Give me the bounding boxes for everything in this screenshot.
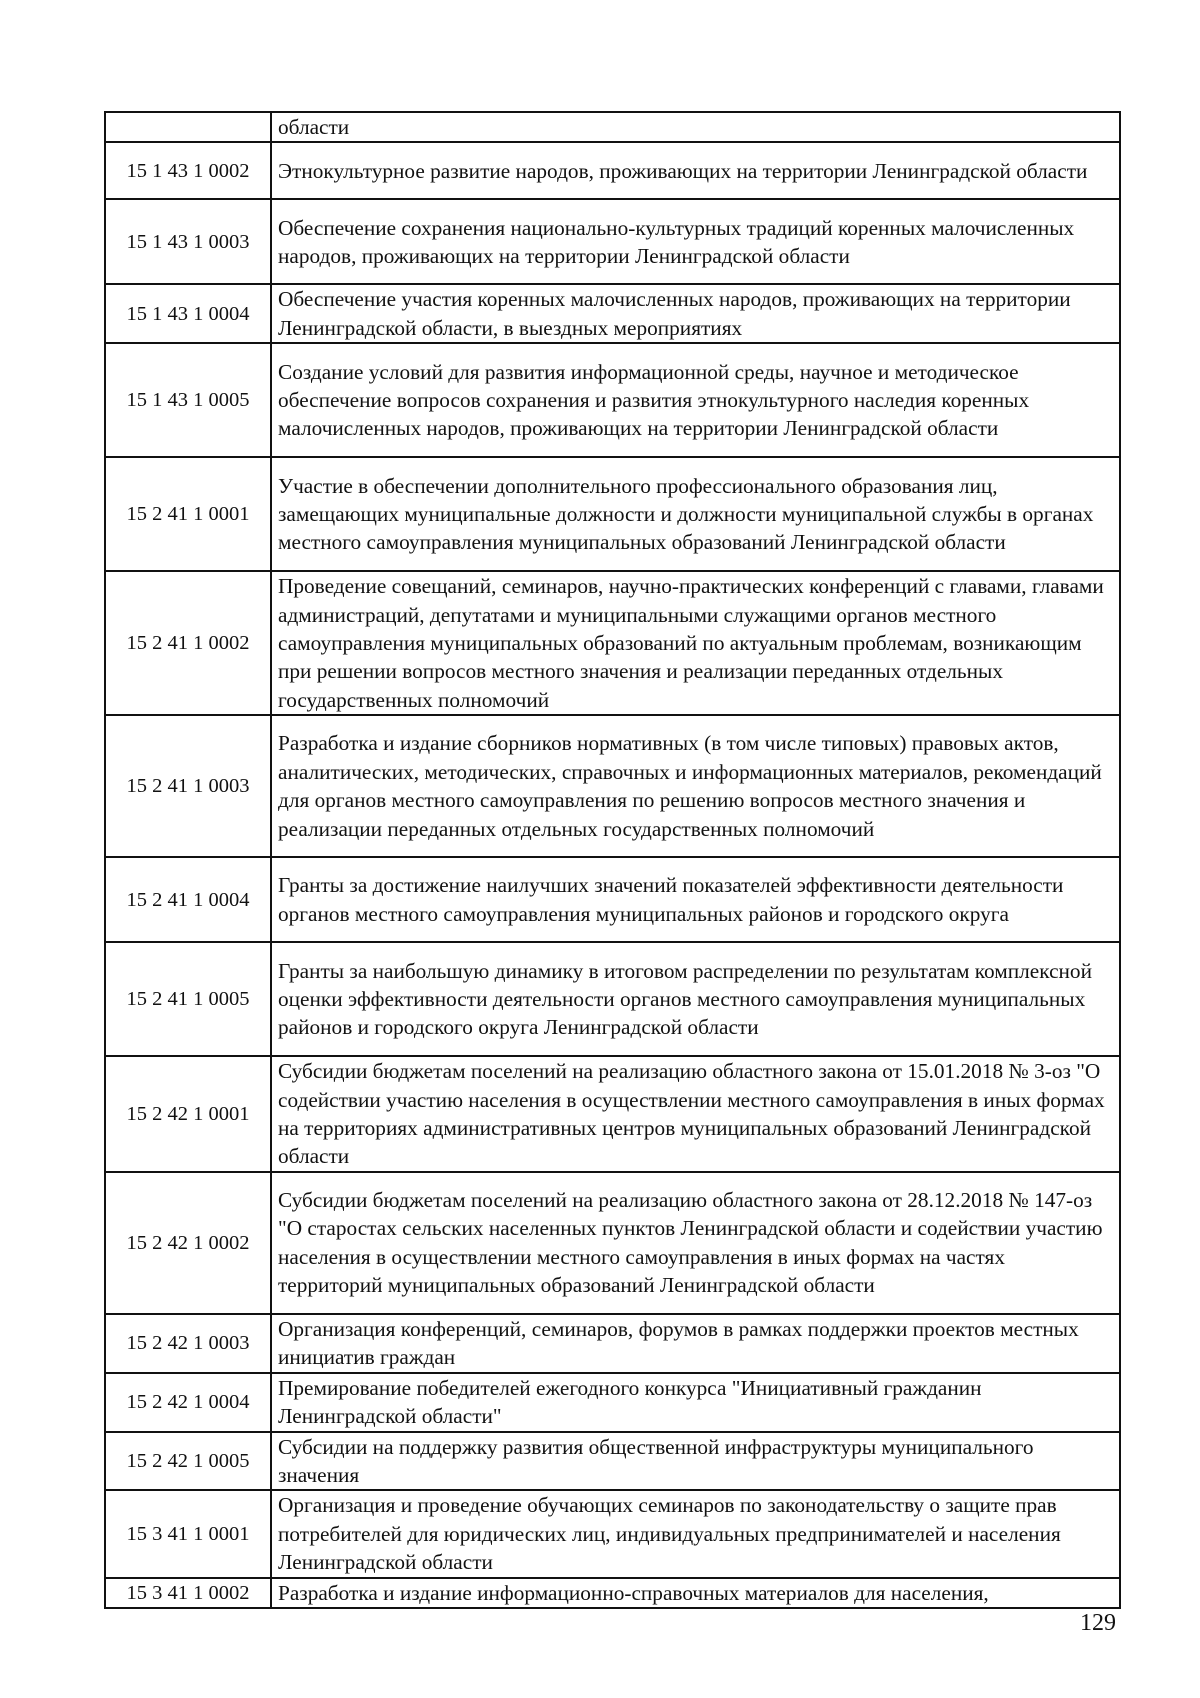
description-cell: Гранты за достижение наилучших значений показателей эффективности деятельности органов местного самоуправления муниципальных районов и городского округа xyxy=(271,857,1120,942)
description-cell: Премирование победителей ежегодного конкурса "Инициативный гражданин Ленинградской области" xyxy=(271,1373,1120,1432)
table-row xyxy=(105,942,1120,1056)
description-cell: области xyxy=(271,112,1120,142)
code-cell xyxy=(105,112,271,142)
table-row xyxy=(105,284,1120,343)
table-row xyxy=(105,857,1120,942)
table-row xyxy=(105,142,1120,199)
description-cell: Организация и проведение обучающих семинаров по законодательству о защите прав потребителей для юридических лиц, индивидуальных предпринимателей и населения Ленинградской области xyxy=(271,1490,1120,1577)
description-cell: Разработка и издание сборников нормативных (в том числе типовых) правовых актов, аналитических, методических, справочных и информационных материалов, рекомендаций для органов местного самоуправления по решению вопросов местного значения и реализации переданных отдельных государственных полномочий xyxy=(271,715,1120,857)
table-row xyxy=(105,457,1120,571)
code-cell: 15 1 43 1 0003 xyxy=(105,199,271,284)
description-cell: Проведение совещаний, семинаров, научно-практических конференций с главами, главами администраций, депутатами и муниципальными служащими органов местного самоуправления муниципальных образований по актуальным проблемам, возникающим при решении вопросов местного значения и реализации переданных отдельных государственных полномочий xyxy=(271,571,1120,715)
table-row xyxy=(105,1373,1120,1432)
table-row xyxy=(105,1172,1120,1314)
description-cell: Обеспечение сохранения национально-культурных традиций коренных малочисленных народов, проживающих на территории Ленинградской области xyxy=(271,199,1120,284)
table-row xyxy=(105,1314,1120,1373)
table-row xyxy=(105,715,1120,857)
table-row xyxy=(105,112,1120,142)
table-row xyxy=(105,199,1120,284)
code-cell: 15 2 42 1 0004 xyxy=(105,1373,271,1432)
code-cell: 15 2 41 1 0004 xyxy=(105,857,271,942)
code-cell: 15 3 41 1 0001 xyxy=(105,1490,271,1577)
table-row xyxy=(105,1432,1120,1491)
description-cell: Организация конференций, семинаров, форумов в рамках поддержки проектов местных инициатив граждан xyxy=(271,1314,1120,1373)
code-cell: 15 2 42 1 0003 xyxy=(105,1314,271,1373)
code-cell: 15 2 41 1 0002 xyxy=(105,571,271,715)
description-cell: Субсидии бюджетам поселений на реализацию областного закона от 15.01.2018 № 3-оз "О содействии участию населения в осуществлении местного самоуправления в иных формах на территориях административных центров муниципальных образований Ленинградской области xyxy=(271,1056,1120,1172)
code-cell: 15 2 42 1 0001 xyxy=(105,1056,271,1172)
code-cell: 15 2 42 1 0002 xyxy=(105,1172,271,1314)
table-row xyxy=(105,1056,1120,1172)
code-cell: 15 2 41 1 0005 xyxy=(105,942,271,1056)
description-cell: Субсидии бюджетам поселений на реализацию областного закона от 28.12.2018 № 147-оз "О старостах сельских населенных пунктов Ленинградской области и содействии участию населения в осуществлении местного самоуправления в иных формах на частях территорий муниципальных образований Ленинградской области xyxy=(271,1172,1120,1314)
budget-codes-table xyxy=(104,111,1121,1609)
code-cell: 15 1 43 1 0004 xyxy=(105,284,271,343)
description-cell: Разработка и издание информационно-справочных материалов для населения, xyxy=(271,1578,1120,1608)
code-cell: 15 1 43 1 0005 xyxy=(105,343,271,457)
table-row xyxy=(105,343,1120,457)
description-cell: Создание условий для развития информационной среды, научное и методическое обеспечение вопросов сохранения и развития этнокультурного наследия коренных малочисленных народов, проживающих на территории Ленинградской области xyxy=(271,343,1120,457)
table-row xyxy=(105,1578,1120,1608)
page-number: 129 xyxy=(1080,1610,1116,1636)
code-cell: 15 2 42 1 0005 xyxy=(105,1432,271,1491)
description-cell: Гранты за наибольшую динамику в итоговом распределении по результатам комплексной оценки эффективности деятельности органов местного самоуправления муниципальных районов и городского округа Ленинградской области xyxy=(271,942,1120,1056)
code-cell: 15 1 43 1 0002 xyxy=(105,142,271,199)
code-cell: 15 3 41 1 0002 xyxy=(105,1578,271,1608)
description-cell: Субсидии на поддержку развития общественной инфраструктуры муниципального значения xyxy=(271,1432,1120,1491)
description-cell: Участие в обеспечении дополнительного профессионального образования лиц, замещающих муниципальные должности и должности муниципальной службы в органах местного самоуправления муниципальных образований Ленинградской области xyxy=(271,457,1120,571)
table-row xyxy=(105,1490,1120,1577)
code-cell: 15 2 41 1 0001 xyxy=(105,457,271,571)
code-cell: 15 2 41 1 0003 xyxy=(105,715,271,857)
table-row xyxy=(105,571,1120,715)
description-cell: Этнокультурное развитие народов, проживающих на территории Ленинградской области xyxy=(271,142,1120,199)
description-cell: Обеспечение участия коренных малочисленных народов, проживающих на территории Ленинградской области, в выездных мероприятиях xyxy=(271,284,1120,343)
